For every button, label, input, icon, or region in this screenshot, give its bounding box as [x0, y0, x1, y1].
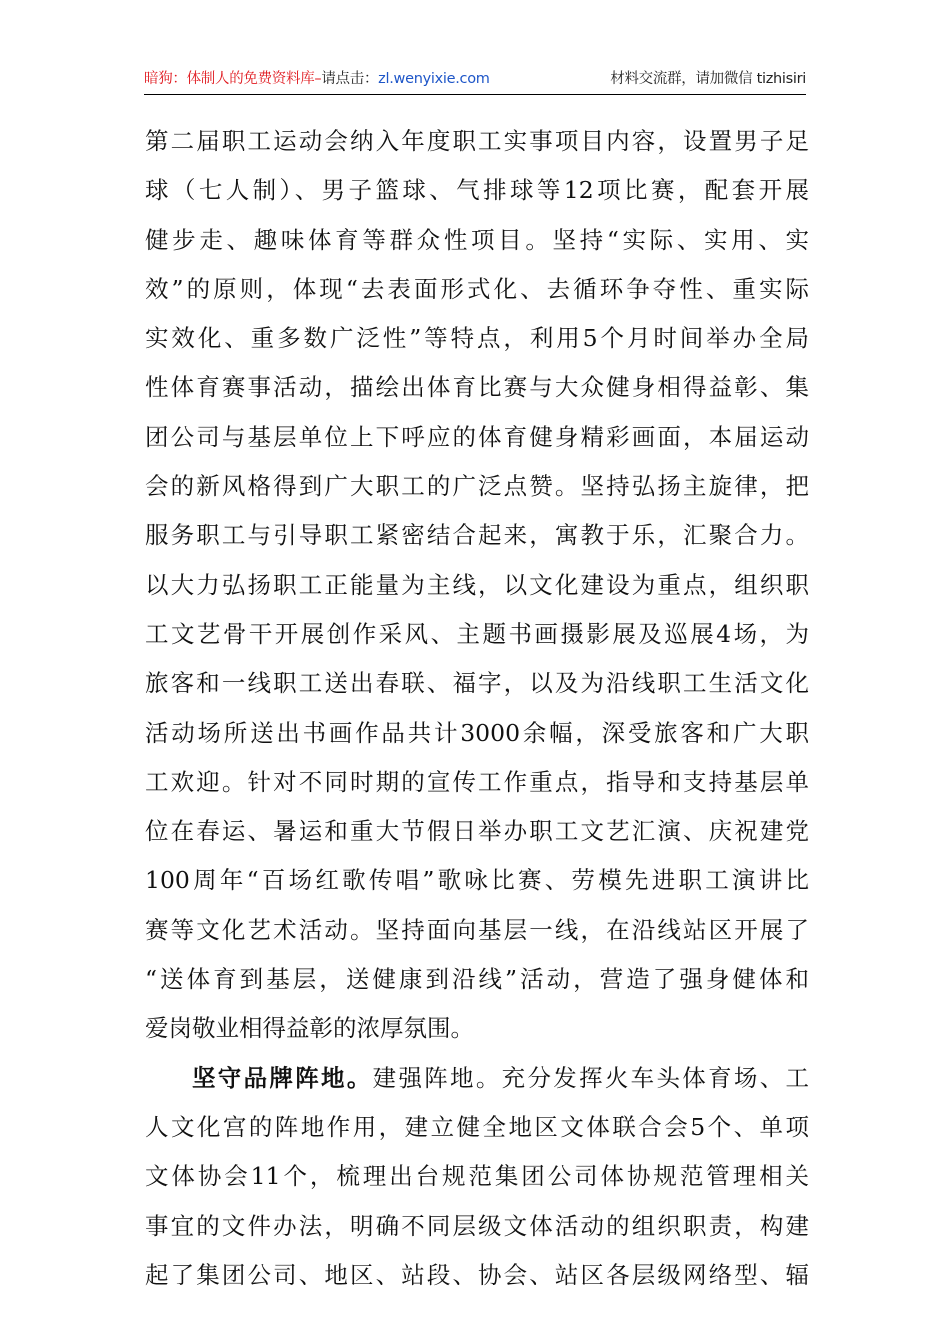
page-header — [144, 64, 806, 95]
text-line: 100周年“百场红歌传唱”歌咏比赛、劳模先进职工演讲比 — [145, 866, 809, 895]
text-line: 赛等文化艺术活动。坚持面向基层一线，在沿线站区开展了 — [145, 915, 809, 944]
text-line — [145, 1054, 809, 1103]
text-line: 工欢迎。针对不同时期的宣传工作重点，指导和支持基层单 — [145, 767, 809, 796]
text-line: 会的新风格得到广大职工的广泛点赞。坚持弘扬主旋律，把 — [145, 472, 809, 501]
text-line: 活动场所送出书画作品共计3000余幅，深受旅客和广大职 — [145, 718, 809, 747]
text-line: 文体协会11个，梳理出台规范集团公司体协规范管理相关 — [145, 1162, 809, 1191]
header-group-info: 材料交流群，请加微信 tizhisiri — [610, 71, 806, 87]
paragraph-heading: 坚守品牌阵地。 — [192, 1063, 373, 1092]
text-line: 起了集团公司、地区、站段、协会、站区各层级网络型、辐 — [145, 1260, 809, 1289]
text-line: 位在春运、暑运和重大节假日举办职工文艺汇演、庆祝建党 — [145, 817, 809, 846]
text-line: 爱岗敬业相得益彰的浓厚氛围。 — [145, 1014, 474, 1043]
text-line: 以大力弘扬职工正能量为主线，以文化建设为重点，组织职 — [145, 570, 809, 599]
text-line: 球（七人制）、男子篮球、气排球等12项比赛，配套开展 — [145, 176, 809, 205]
text-line: 人文化宫的阵地作用，建立健全地区文体联合会5个、单项 — [145, 1112, 809, 1141]
text-line: 健步走、趣味体育等群众性项目。坚持“实际、实用、实 — [145, 225, 809, 254]
header-brand: 暗狗：体制人的免费资料库 — [144, 71, 315, 87]
paragraph-1 — [145, 117, 809, 1054]
header-link[interactable]: zl.wenyixie.com — [378, 71, 490, 87]
text-line: 事宜的文件办法，明确不同层级文体活动的组织职责，构建 — [145, 1211, 809, 1240]
document-body — [145, 117, 809, 1300]
text-line: 服务职工与引导职工紧密结合起来，寓教于乐，汇聚合力。 — [145, 521, 809, 550]
text-line: “送体育到基层，送健康到沿线”活动，营造了强身健体和 — [145, 965, 809, 994]
text-run: 建强阵地。充分发挥火车头体育场、工 — [372, 1063, 810, 1092]
text-line: 旅客和一线职工送出春联、福字，以及为沿线职工生活文化 — [145, 669, 809, 698]
header-separator: – — [314, 71, 322, 87]
text-line: 性体育赛事活动，描绘出体育比赛与大众健身相得益彰、集 — [145, 373, 809, 402]
text-line: 效”的原则，体现“去表面形式化、去循环争夺性、重实际 — [145, 274, 809, 303]
text-line: 团公司与基层单位上下呼应的体育健身精彩画面，本届运动 — [145, 422, 809, 451]
paragraph-2 — [145, 1054, 809, 1300]
text-line: 实效化、重多数广泛性”等特点，利用5个月时间举办全局 — [145, 324, 809, 353]
header-cta: 请点击： — [321, 71, 379, 87]
text-line: 第二届职工运动会纳入年度职工实事项目内容，设置男子足 — [145, 127, 809, 155]
text-line: 工文艺骨干开展创作采风、主题书画摄影展及巡展4场，为 — [145, 619, 809, 648]
